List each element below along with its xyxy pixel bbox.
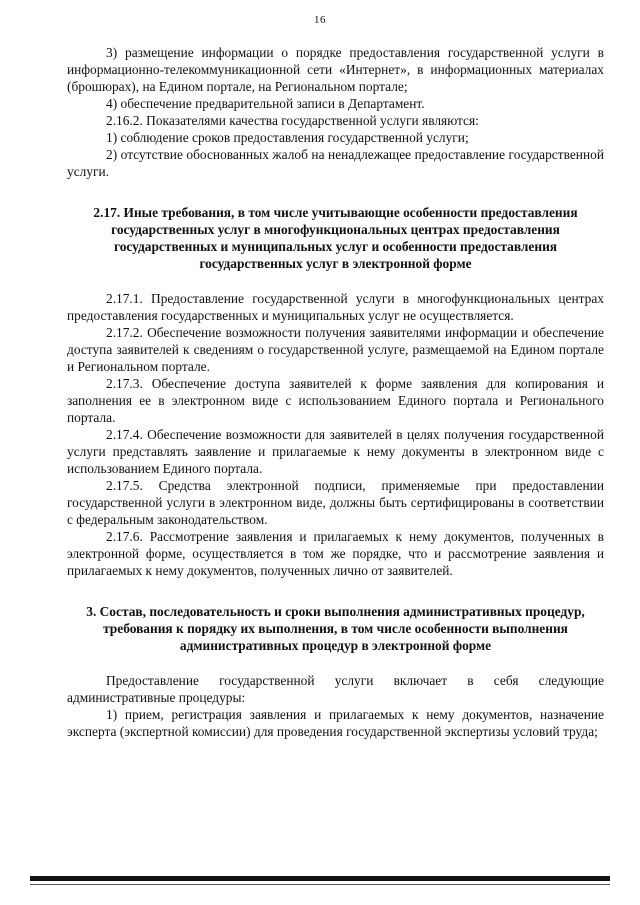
document-body — [67, 44, 604, 740]
paragraph: 4) обеспечение предварительной записи в Департамент. — [106, 96, 425, 111]
paragraph: 1) соблюдение сроков предоставления государственной услуги; — [106, 130, 469, 145]
paragraph: Предоставление государственной услуги включает в себя следующие административные процедуры: — [67, 673, 604, 705]
page-number: 16 — [314, 14, 326, 26]
paragraph: 2.17.1. Предоставление государственной услуги в многофункциональных центрах предоставления государственных и муниципальных услуг не осуществляется. — [67, 291, 604, 323]
page-bottom-rule-thin — [30, 884, 610, 885]
paragraph: 2.16.2. Показателями качества государственной услуги являются: — [106, 113, 479, 128]
section-heading-2-17: 2.17. Иные требования, в том числе учитывающие особенности предоставления государственных услуг в многофункциональных центрах предоставления государственных и муниципальных услуг и особенности предоставления государственных услуг в электронной форме — [93, 205, 578, 271]
page-bottom-rule — [30, 876, 610, 881]
paragraph: 1) прием, регистрация заявления и прилагаемых к нему документов, назначение эксперта (экспертной комиссии) для проведения государственной экспертизы условий труда; — [67, 707, 604, 739]
paragraph: 2.17.3. Обеспечение доступа заявителей к форме заявления для копирования и заполнения ее в электронном виде с использованием Единого портала и Регионального портала. — [67, 376, 604, 425]
paragraph: 2.17.5. Средства электронной подписи, применяемые при предоставлении государственной услуги в электронном виде, должны быть сертифицированы в соответствии с федеральным законодательством. — [67, 478, 604, 527]
paragraph: 3) размещение информации о порядке предоставления государственной услуги в информационно-телекоммуникационной сети «Интернет», в информационных материалах (брошюрах), на Едином портале, на Региональном портале; — [67, 45, 604, 94]
section-heading-3: 3. Состав, последовательность и сроки выполнения административных процедур, требования к порядку их выполнения, в том числе особенности выполнения административных процедур в электронной форме — [86, 604, 585, 653]
paragraph: 2.17.6. Рассмотрение заявления и прилагаемых к нему документов, полученных в электронной форме, осуществляется в том же порядке, что и рассмотрение заявления и прилагаемых к нему документов, полученных лично от заявителей. — [67, 529, 604, 578]
paragraph: 2.17.2. Обеспечение возможности получения заявителями информации и обеспечение доступа заявителей к сведениям о государственной услуге, размещаемой на Едином портале и Региональном портале. — [67, 325, 604, 374]
paragraph: 2.17.4. Обеспечение возможности для заявителей в целях получения государственной услуги представлять заявление и прилагаемые к нему документы в электронном виде с использованием Единого портала. — [67, 427, 604, 476]
paragraph: 2) отсутствие обоснованных жалоб на ненадлежащее предоставление государственной услуги. — [67, 147, 604, 179]
